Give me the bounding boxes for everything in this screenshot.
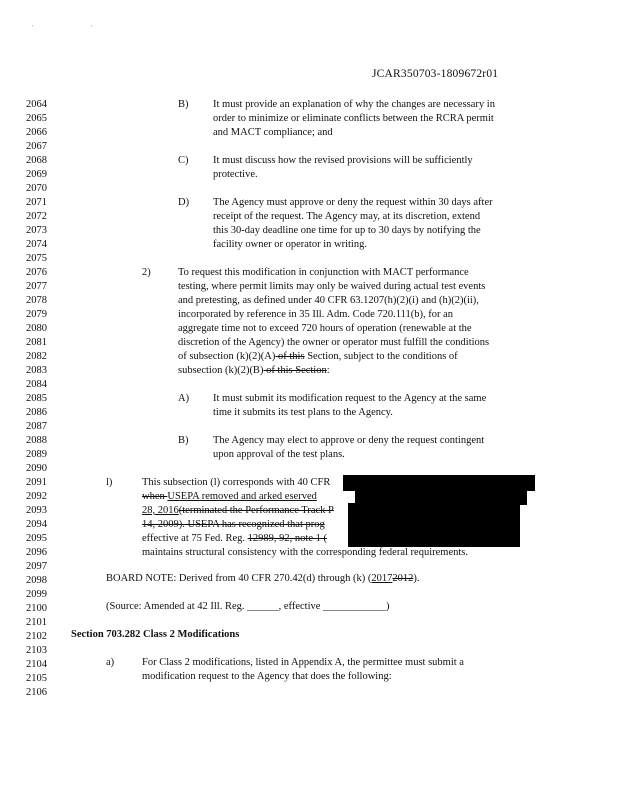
text-line: modification request to the Agency that does the following: xyxy=(142,671,392,682)
line-number: 2096 xyxy=(26,547,47,558)
line-number: 2075 xyxy=(26,253,47,264)
line-number: 2067 xyxy=(26,141,47,152)
line-number: 2105 xyxy=(26,673,47,684)
line-number: 2073 xyxy=(26,225,47,236)
line-number: 2077 xyxy=(26,281,47,292)
line-number: 2078 xyxy=(26,295,47,306)
line-number: 2100 xyxy=(26,603,47,614)
struck-text: (terminated the Performance Track P xyxy=(178,505,334,516)
line-number: 2092 xyxy=(26,491,47,502)
line-number: 2099 xyxy=(26,589,47,600)
text-line: maintains structural consistency with the corresponding federal requirements. xyxy=(142,547,468,558)
line-number: 2066 xyxy=(26,127,47,138)
line-number: 2070 xyxy=(26,183,47,194)
text-line xyxy=(142,519,325,531)
struck-text: when xyxy=(142,491,168,502)
text-line: this 30-day deadline one time for up to 30 days by notifying the xyxy=(213,225,481,236)
inserted-text: 28, 2016 xyxy=(142,505,179,516)
text-line xyxy=(142,491,317,503)
text-line xyxy=(142,505,334,517)
text-line: The Agency must approve or deny the request within 30 days after xyxy=(213,197,493,208)
line-number: 2072 xyxy=(26,211,47,222)
struck-text: 14, 2009). USEPA has recognized that prog xyxy=(142,519,325,530)
text-segment: subsection (k)(2)(B) xyxy=(178,365,264,376)
struck-text: of this xyxy=(275,351,305,362)
line-number: 2088 xyxy=(26,435,47,446)
item-label-b: B) xyxy=(178,99,189,110)
text-line: aggregate time not to exceed 720 hours of operation (renewable at the xyxy=(178,323,472,334)
board-note xyxy=(106,573,420,585)
item-label-a: A) xyxy=(178,393,190,404)
text-line: testing, where permit limits may only be waived during actual test events xyxy=(178,281,486,292)
line-number: 2103 xyxy=(26,645,47,656)
line-number: 2104 xyxy=(26,659,47,670)
line-number: 2094 xyxy=(26,519,47,530)
text-segment: effective at 75 Fed. Reg. xyxy=(142,533,248,544)
text-line: It must provide an explanation of why the changes are necessary in xyxy=(213,99,495,110)
inserted-text: USEPA removed and arked eserved xyxy=(167,491,317,502)
item-label-d: D) xyxy=(178,197,190,208)
text-line: incorporated by reference in 35 Ill. Adm. Code 720.111(b), for an xyxy=(178,309,454,320)
text-line: The Agency may elect to approve or deny the request contingent xyxy=(213,435,485,446)
text-line: facility owner or operator in writing. xyxy=(213,239,367,250)
line-number: 2102 xyxy=(26,631,47,642)
line-number: 2101 xyxy=(26,617,47,628)
line-number: 2091 xyxy=(26,477,47,488)
struck-text: 2012 xyxy=(392,573,414,584)
text-line: To request this modification in conjunction with MACT performance xyxy=(178,267,469,278)
text-segment: BOARD NOTE: Derived from 40 CFR 270.42(d) through (k) ( xyxy=(106,573,372,584)
text-line: protective. xyxy=(213,169,258,180)
text-line: and pretesting, as defined under 40 CFR 63.1207(h)(2)(i) and (h)(2)(ii), xyxy=(178,295,479,306)
line-number: 2065 xyxy=(26,113,47,124)
line-number: 2076 xyxy=(26,267,47,278)
line-number: 2098 xyxy=(26,575,47,586)
text-segment: of subsection (k)(2)(A) xyxy=(178,351,276,362)
redaction-block xyxy=(348,503,520,547)
line-number: 2086 xyxy=(26,407,47,418)
text-segment: ). xyxy=(413,573,420,584)
source-note: (Source: Amended at 42 Ill. Reg. ______, effective ____________) xyxy=(106,601,390,612)
line-number: 2064 xyxy=(26,99,47,110)
line-number: 2068 xyxy=(26,155,47,166)
text-line: This subsection (l) corresponds with 40 CFR xyxy=(142,477,331,488)
text-line xyxy=(178,351,458,363)
line-number: 2080 xyxy=(26,323,47,334)
text-line: It must discuss how the revised provisions will be sufficiently xyxy=(213,155,473,166)
line-number: 2069 xyxy=(26,169,47,180)
item-label-a: a) xyxy=(106,657,115,668)
line-number: 2081 xyxy=(26,337,47,348)
line-number: 2082 xyxy=(26,351,47,362)
document-id-header: JCAR350703-1809672r01 xyxy=(372,68,499,80)
line-number: 2095 xyxy=(26,533,47,544)
text-segment: Section, subject to the conditions of xyxy=(304,351,458,362)
line-number: 2087 xyxy=(26,421,47,432)
line-number: 2089 xyxy=(26,449,47,460)
text-line: and MACT compliance; and xyxy=(213,127,333,138)
line-number: 2079 xyxy=(26,309,47,320)
text-line: time it submits its test plans to the Agency. xyxy=(213,407,393,418)
item-label-l: l) xyxy=(106,477,113,488)
inserted-text: 2017 xyxy=(371,573,393,584)
line-number: 2090 xyxy=(26,463,47,474)
text-line: upon approval of the test plans. xyxy=(213,449,345,460)
line-number: 2084 xyxy=(26,379,47,390)
text-line: discretion of the Agency) the owner or operator must fulfill the conditions xyxy=(178,337,490,348)
line-number: 2106 xyxy=(26,687,47,698)
struck-text: of this Section xyxy=(263,365,327,376)
line-number: 2093 xyxy=(26,505,47,516)
item-label-c: C) xyxy=(178,155,189,166)
text-line: It must submit its modification request to the Agency at the same xyxy=(213,393,487,404)
line-number: 2071 xyxy=(26,197,47,208)
text-line xyxy=(142,533,327,545)
struck-text: 12989, 92, note 1 ( xyxy=(247,533,327,544)
item-label-2: 2) xyxy=(142,267,151,278)
line-number: 2083 xyxy=(26,365,47,376)
scan-specks: ' ' xyxy=(32,24,121,32)
text-line: receipt of the request. The Agency may, at its discretion, extend xyxy=(213,211,481,222)
section-heading: Section 703.282 Class 2 Modifications xyxy=(71,629,240,640)
text-line xyxy=(178,365,330,377)
item-label-b: B) xyxy=(178,435,189,446)
text-segment: : xyxy=(326,365,330,376)
line-number: 2097 xyxy=(26,561,47,572)
text-line: order to minimize or eliminate conflicts between the RCRA permit xyxy=(213,113,494,124)
text-line: For Class 2 modifications, listed in Appendix A, the permittee must submit a xyxy=(142,657,464,668)
line-number: 2085 xyxy=(26,393,47,404)
line-number: 2074 xyxy=(26,239,47,250)
